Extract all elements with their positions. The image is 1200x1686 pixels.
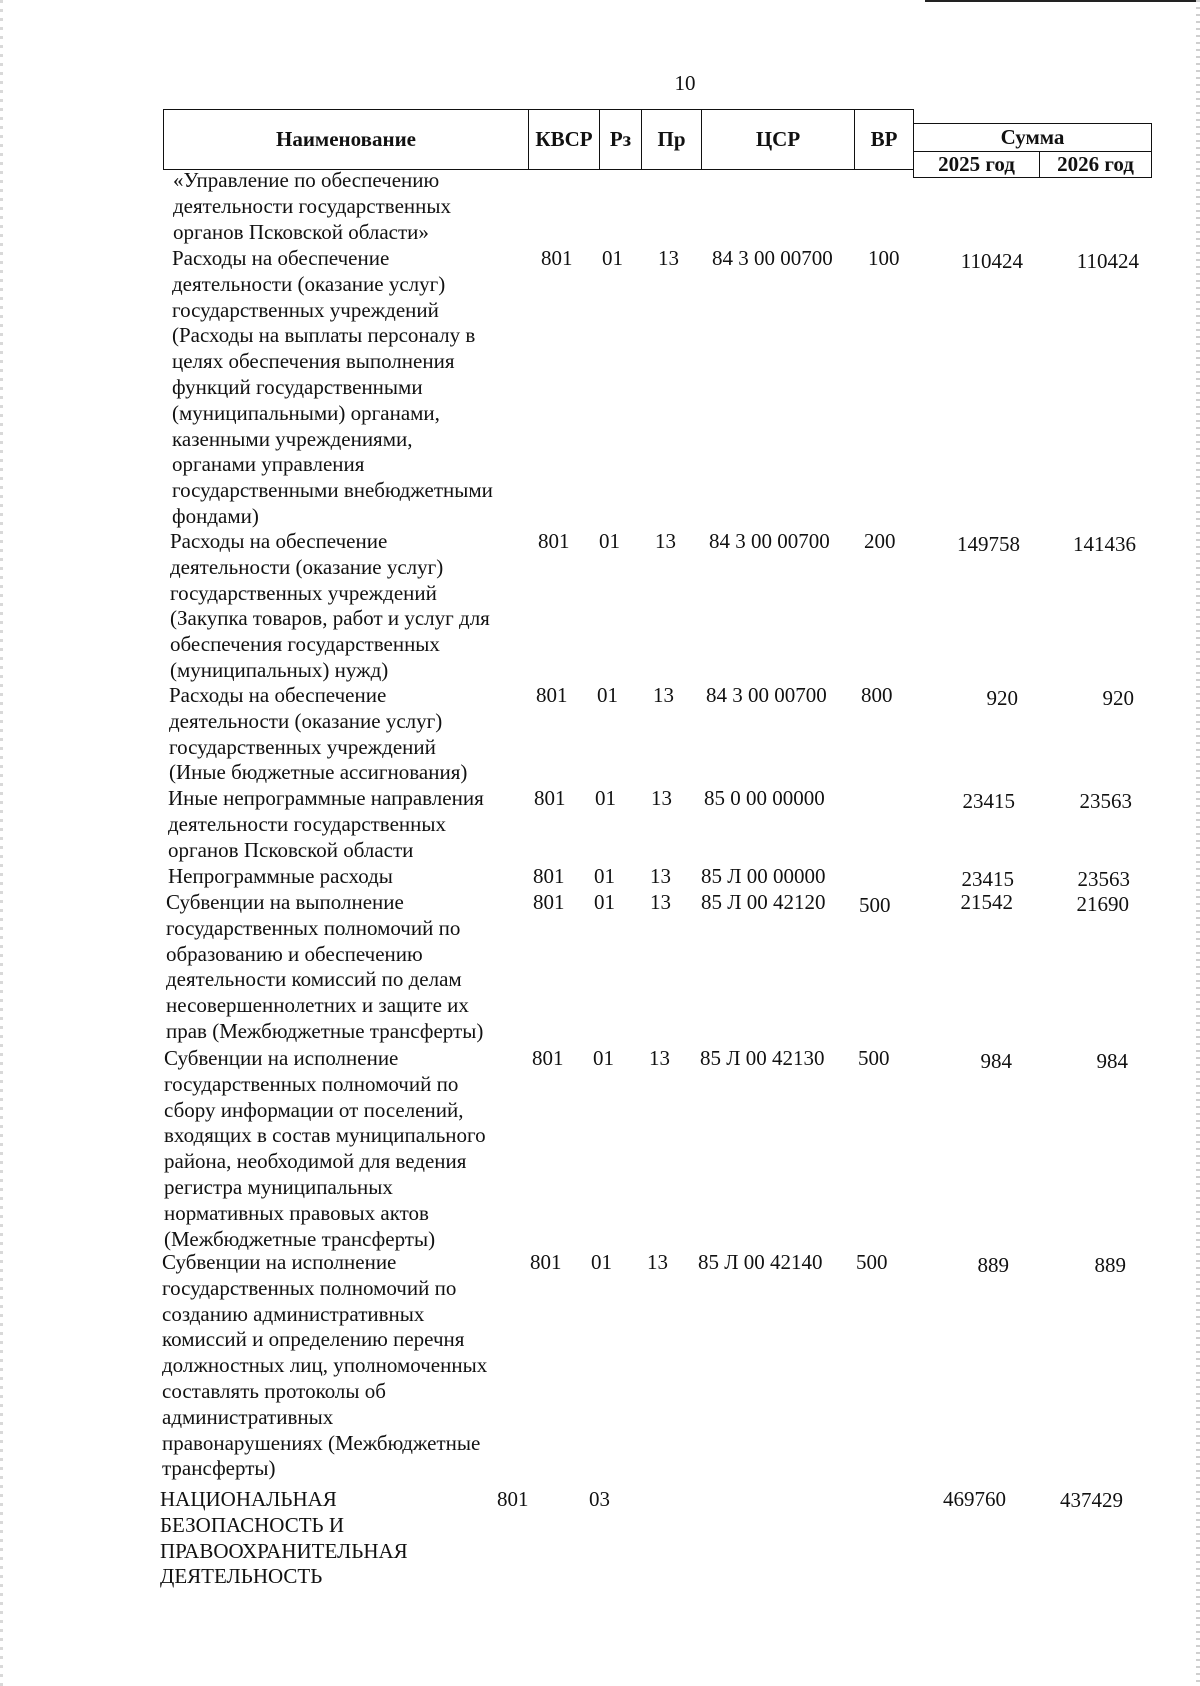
row-name: «Управление по обеспечению деятельности государственных органов Псковской области» bbox=[173, 168, 452, 244]
header-year-2025: 2025 год bbox=[913, 151, 1040, 178]
cell-tsr: 85 Л 00 00000 bbox=[701, 864, 826, 888]
header-name: Наименование bbox=[163, 109, 529, 170]
cell-kvsr: 801 bbox=[541, 246, 573, 270]
cell-pr: 13 bbox=[658, 246, 679, 270]
scan-edge-line bbox=[925, 0, 1200, 2]
cell-pr: 13 bbox=[649, 1046, 670, 1070]
header-vr: ВР bbox=[854, 109, 914, 170]
cell-kvsr: 801 bbox=[538, 529, 570, 553]
header-pr: Пр bbox=[641, 109, 702, 170]
cell-vr: 800 bbox=[861, 683, 893, 707]
cell-rz: 01 bbox=[602, 246, 623, 270]
scan-left-margin bbox=[0, 0, 3, 1686]
cell-kvsr: 801 bbox=[532, 1046, 564, 1070]
cell-tsr: 85 Л 00 42130 bbox=[700, 1046, 825, 1070]
cell-tsr: 84 3 00 00700 bbox=[712, 246, 833, 270]
row-name: Расходы на обеспечение деятельности (оказание услуг) государственных учреждений (Иные бюджетные ассигнования) bbox=[169, 683, 468, 785]
cell-tsr: 85 Л 00 42140 bbox=[698, 1250, 823, 1274]
cell-kvsr: 801 bbox=[534, 786, 566, 810]
cell-pr: 13 bbox=[650, 864, 671, 888]
cell-2025: 23415 bbox=[962, 789, 1015, 813]
cell-rz: 01 bbox=[593, 1046, 614, 1070]
cell-tsr: 85 Л 00 42120 bbox=[701, 890, 826, 914]
cell-2026: 110424 bbox=[1076, 249, 1139, 273]
cell-pr: 13 bbox=[653, 683, 674, 707]
cell-rz: 01 bbox=[595, 786, 616, 810]
cell-2025: 889 bbox=[977, 1253, 1009, 1277]
cell-pr: 13 bbox=[650, 890, 671, 914]
cell-rz: 03 bbox=[589, 1487, 610, 1511]
cell-kvsr: 801 bbox=[533, 890, 565, 914]
cell-rz: 01 bbox=[597, 683, 618, 707]
cell-2026: 141436 bbox=[1073, 532, 1136, 556]
row-name: Расходы на обеспечение деятельности (оказание услуг) государственных учреждений (Расходы на выплаты персоналу в целях обеспечения выполнения функций государственными (муниципальными) органами, казенными учреждениями, органами управления государственными внебюджетными фондами) bbox=[172, 246, 493, 528]
cell-rz: 01 bbox=[599, 529, 620, 553]
scan-right-margin bbox=[1196, 0, 1200, 1686]
cell-2026: 23563 bbox=[1079, 789, 1132, 813]
cell-2025: 21542 bbox=[960, 890, 1013, 914]
cell-2026: 21690 bbox=[1076, 892, 1129, 916]
row-name: Субвенции на исполнение государственных полномочий по сбору информации от поселений, входящих в состав муниципального района, необходимой для ведения регистра муниципальных нормативных правовых актов (Межбюджетные трансферты) bbox=[164, 1046, 486, 1251]
cell-rz: 01 bbox=[594, 864, 615, 888]
header-summa: Сумма bbox=[913, 123, 1152, 152]
header-kvsr: КВСР bbox=[528, 109, 600, 170]
cell-rz: 01 bbox=[594, 890, 615, 914]
cell-vr: 500 bbox=[858, 1046, 890, 1070]
cell-kvsr: 801 bbox=[533, 864, 565, 888]
row-name: Расходы на обеспечение деятельности (оказание услуг) государственных учреждений (Закупка товаров, работ и услуг для обеспечения государственных (муниципальных) нужд) bbox=[170, 529, 490, 682]
cell-2025: 149758 bbox=[957, 532, 1020, 556]
cell-tsr: 84 3 00 00700 bbox=[706, 683, 827, 707]
header-tsr: ЦСР bbox=[701, 109, 855, 170]
row-name: Субвенции на исполнение государственных полномочий по созданию административных комиссий и определению перечня должностных лиц, уполномоченных составлять протоколы об административных правонарушениях (Межбюджетные трансферты) bbox=[162, 1250, 488, 1481]
cell-2025: 23415 bbox=[961, 867, 1014, 891]
cell-vr: 200 bbox=[864, 529, 896, 553]
cell-2026: 437429 bbox=[1060, 1488, 1123, 1512]
row-name: Иные непрограммные направления деятельности государственных органов Псковской области bbox=[168, 786, 484, 862]
cell-vr: 500 bbox=[856, 1250, 888, 1274]
row-name: НАЦИОНАЛЬНАЯ БЕЗОПАСНОСТЬ И ПРАВООХРАНИТЕЛЬНАЯ ДЕЯТЕЛЬНОСТЬ bbox=[160, 1487, 408, 1589]
cell-kvsr: 801 bbox=[497, 1487, 529, 1511]
cell-tsr: 85 0 00 00000 bbox=[704, 786, 825, 810]
cell-2025: 110424 bbox=[960, 249, 1023, 273]
cell-kvsr: 801 bbox=[536, 683, 568, 707]
header-rz: Рз bbox=[599, 109, 642, 170]
cell-kvsr: 801 bbox=[530, 1250, 562, 1274]
cell-2026: 889 bbox=[1094, 1253, 1126, 1277]
cell-2025: 920 bbox=[986, 686, 1018, 710]
header-year-2026: 2026 год bbox=[1039, 151, 1152, 178]
cell-2026: 984 bbox=[1096, 1049, 1128, 1073]
cell-vr: 500 bbox=[859, 893, 891, 917]
cell-tsr: 84 3 00 00700 bbox=[709, 529, 830, 553]
cell-pr: 13 bbox=[651, 786, 672, 810]
row-name: Субвенции на выполнение государственных полномочий по образованию и обеспечению деятельности комиссий по делам несовершеннолетних и защите их прав (Межбюджетные трансферты) bbox=[166, 890, 484, 1043]
cell-2026: 23563 bbox=[1077, 867, 1130, 891]
cell-2025: 469760 bbox=[943, 1487, 1006, 1511]
page-number: 10 bbox=[674, 71, 696, 95]
cell-pr: 13 bbox=[647, 1250, 668, 1274]
cell-2026: 920 bbox=[1102, 686, 1134, 710]
row-name: Непрограммные расходы bbox=[168, 864, 393, 888]
cell-rz: 01 bbox=[591, 1250, 612, 1274]
cell-2025: 984 bbox=[980, 1049, 1012, 1073]
cell-pr: 13 bbox=[655, 529, 676, 553]
cell-vr: 100 bbox=[868, 246, 900, 270]
